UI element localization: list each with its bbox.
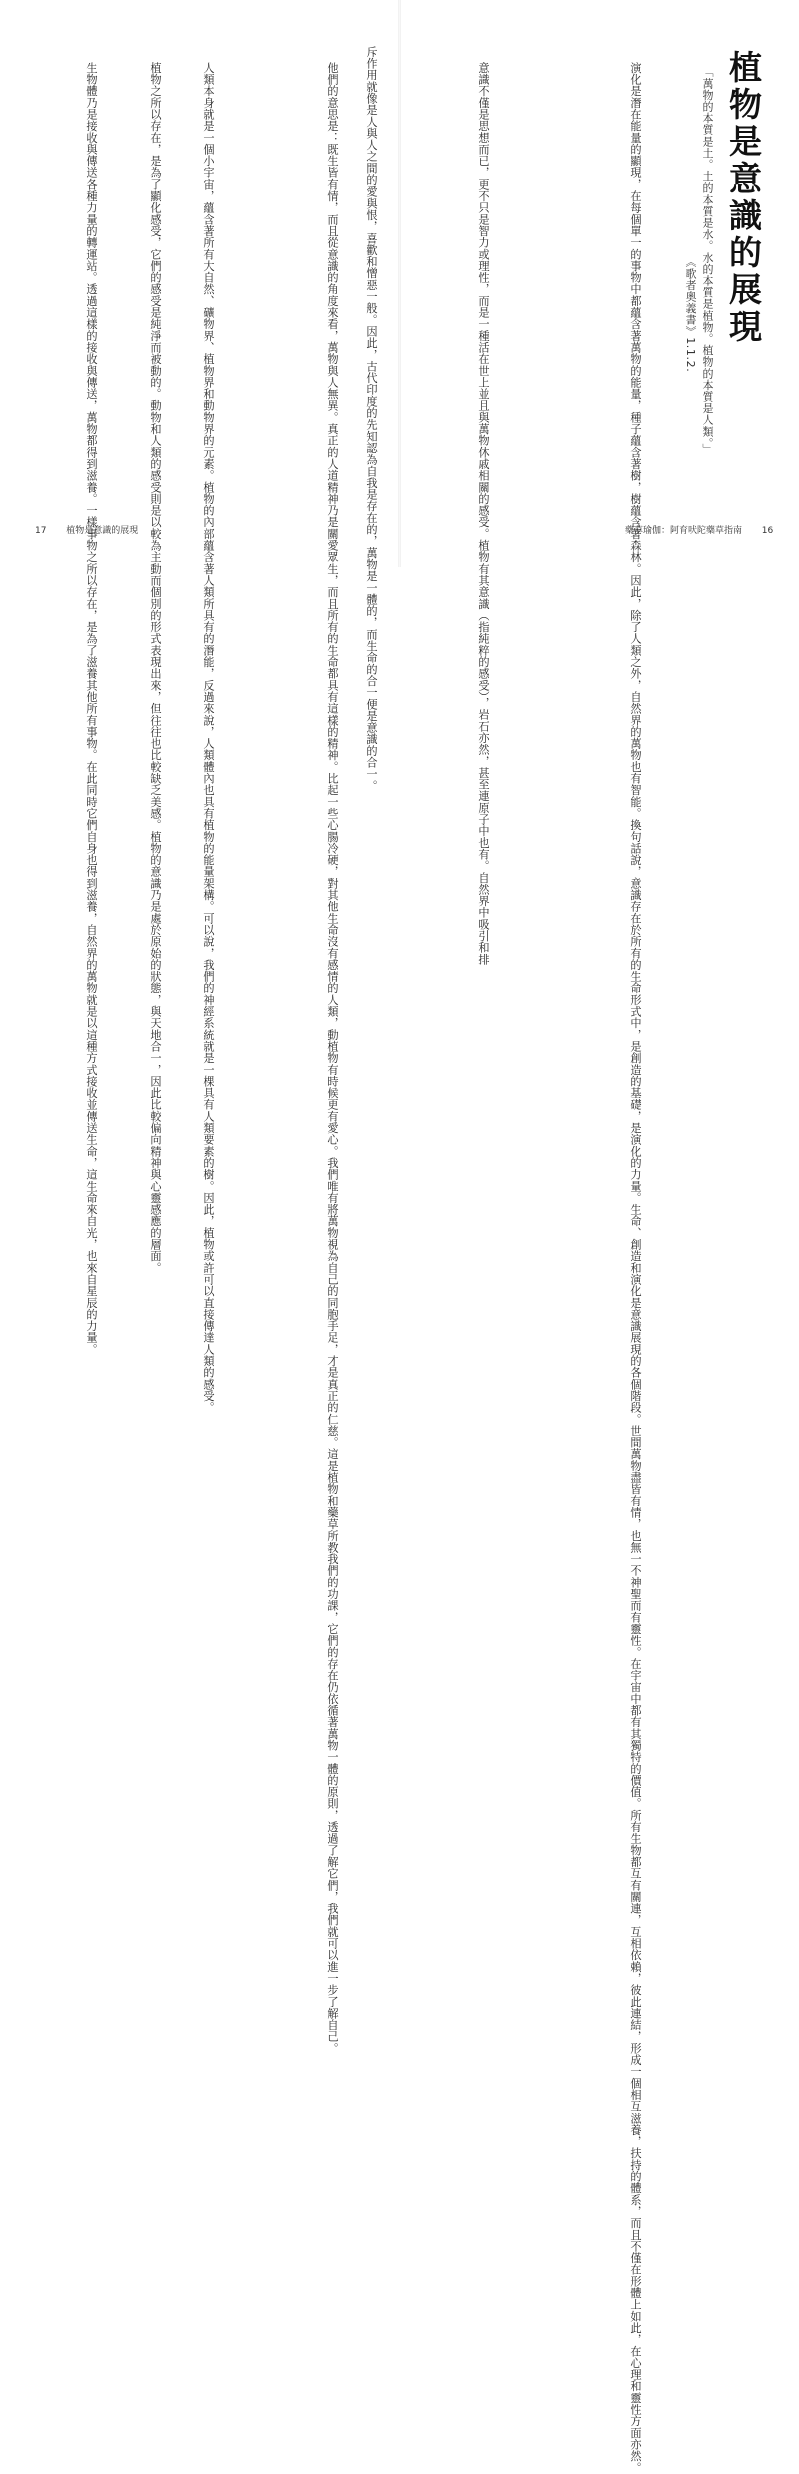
body-paragraph: 他們的意思是：既生皆有情，而且從意識的角度來看，萬物與人無異。真正的人道精神乃是關愛眾生，而且所有的生命都具有這樣的精神。比起一些心腸冷硬，對其他生命沒有感情的人類，動植物有時候更有愛心。我們唯有將萬物視為自己的同胞手足，才是真正的仁慈。這是植物和藥草所教我們的功課，它們的存在仍依循著萬物一體的原則，透過了解它們，我們就可以進一步了解自己。 <box>326 62 339 2055</box>
body-paragraph: 人類本身就是一個小宇宙，蘊含著所有大自然、礦物界、植物界和動物界的元素。植物的內部蘊含著人類所具有的潛能，反過來說，人類體內也具有植物的能量架構。可以說，我們的神經系統就是一棵具有人類要素的樹。因此，植物或許可以直接傳達人類的感受。 <box>202 62 215 1414</box>
page-footer-left <box>35 523 138 536</box>
running-header: 植物是意識的展現 <box>66 526 139 536</box>
body-paragraph: 植物之所以存在，是為了顯化感受，它們的感受是純淨而被動的。動物和人類的感受則是以較為主動而個別的形式表現出來，但往往也比較缺乏美感。植物的意識乃是處於原始的狀態，與天地合一，因此比較偏向精神與心靈感應的層面。 <box>149 62 162 1274</box>
chapter-title: 植物是意識的展現 <box>724 50 763 346</box>
epigraph-quote: 「萬物的本質是土。土的本質是水。水的本質是植物。植物的本質是人類。」 <box>701 66 714 455</box>
page-number: 16 <box>761 526 774 536</box>
chapter-epigraph <box>650 66 716 455</box>
page-number: 17 <box>35 526 47 536</box>
page-footer-right <box>625 523 773 536</box>
body-paragraph: 意識不僅是思想而已，更不只是智力或理性，而是一種活在世上並且與萬物休戚相關的感受。植物有其意識（指純粹的感受），岩石亦然，甚至連原子中也有。自然界中吸引和排 <box>477 62 490 966</box>
body-paragraph: 生物體乃是接收與傳送各種力量的轉運站。透過這樣的接收與傳送，萬物都得到滋養。一樣事物之所以存在，是為了滋養其他所有事物。在此同時它們自身也得到滋養，自然界的萬物就是以這種方式接收並傳送生命，這生命來自光，也來自星辰的力量。 <box>85 62 98 1356</box>
epigraph-source: 《歌者奧義書》1.1.2. <box>684 256 697 373</box>
book-gutter <box>398 0 401 567</box>
body-paragraph: 演化是潛在能量的顯現，在每個單一的事物中都蘊含著萬物的能量，種子蘊含著樹，樹蘊含著森林。因此，除了人類之外，自然界的萬物也有智能。換句話說，意識存在於所有的生命形式中，是創造的基礎，是演化的力量。生命、創造和演化是意識展現的各個階段。世間萬物盡皆有情，也無一不神聖而有靈性。在宇宙中都有其獨特的價值。所有生物都互有關連，互相依賴，彼此連結，形成一個相互滋養，扶持的體系，而且不僅在形體上如此，在心理和靈性方面亦然。 <box>629 62 642 2474</box>
running-header: 藥草瑜伽：阿育吠陀藥草指南 <box>625 526 743 536</box>
body-paragraph: 斥作用就像是人與人之間的愛與恨，喜歡和憎惡一般。因此，古代印度的先知認為自我是存在的，萬物是一體的，而生命的合一便是意識的合一。 <box>365 46 378 792</box>
